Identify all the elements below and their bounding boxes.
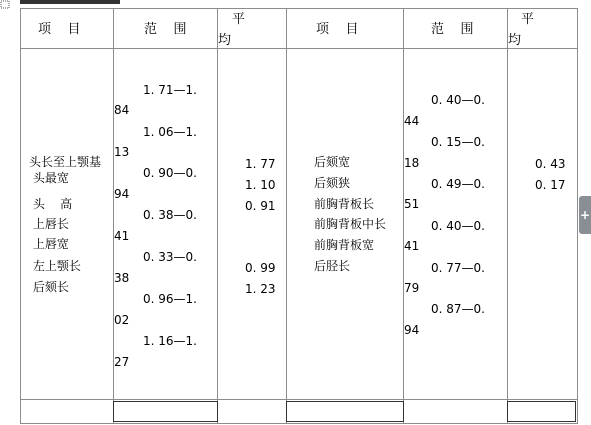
range-value: 0. 77—0. [431,261,485,275]
table-cell[interactable] [507,401,576,422]
header-avg-top: 平 [232,12,246,27]
avg-value: 1. 77 [245,157,276,171]
table-border-left [20,8,21,424]
range-value: 0. 38—0. [143,208,197,222]
list-item: 上唇宽 [29,237,69,251]
avg-value: 0. 91 [245,199,276,213]
range-wrap: 18 [404,156,420,170]
range-value: 0. 40—0. [431,219,485,233]
header-range: 范 围 [144,22,187,37]
header-divider [20,48,578,49]
list-item: 前胸背板长 [314,197,375,211]
list-item: 前胸背板中长 [314,217,387,231]
range-value: 0. 49—0. [431,177,485,191]
range-value: 0. 15—0. [431,135,485,149]
header-avg-bottom: 均 [218,33,232,48]
range-wrap: 94 [114,187,130,201]
list-item: 头长至上颚基 [29,155,102,169]
range-wrap: 38 [114,271,130,285]
header-item: 项 目 [316,22,359,37]
range-wrap: 79 [404,281,420,295]
avg-value: 0. 99 [245,261,276,275]
range-wrap: 51 [404,197,420,211]
cropped-top-text [20,0,120,4]
range-value: 0. 40—0. [431,93,485,107]
table-border-top [20,8,578,9]
range-wrap: 02 [114,313,130,327]
range-value: 0. 87—0. [431,302,485,316]
column-divider [403,8,404,424]
range-wrap: 94 [404,323,420,337]
table-border-right [577,8,578,424]
table-cell[interactable] [286,401,404,422]
avg-value: 1. 23 [245,282,276,296]
expand-plus-icon[interactable]: + [579,196,591,234]
header-avg-bottom: 均 [508,33,522,48]
range-wrap: 84 [114,103,130,117]
list-item: 前胸背板宽 [314,238,375,252]
body-divider [20,399,578,400]
list-item: 左上颚长 [29,259,81,273]
avg-value: 0. 17 [535,178,566,192]
avg-value: 0. 43 [535,157,566,171]
range-value: 1. 06—1. [143,125,197,139]
table-move-handle-icon[interactable] [0,0,12,10]
range-wrap: 27 [114,355,130,369]
range-value: 0. 90—0. [143,166,197,180]
list-item: 后颏狭 [314,176,351,190]
table-cell[interactable] [113,401,218,422]
list-item: 后胫长 [314,259,351,273]
column-divider [217,8,218,424]
header-avg-top: 平 [521,12,535,27]
range-wrap: 41 [114,229,130,243]
range-wrap: 13 [114,145,130,159]
range-wrap: 44 [404,114,420,128]
header-range: 范 围 [431,22,474,37]
list-item: 上唇长 [29,217,69,231]
range-value: 0. 96—1. [143,292,197,306]
header-item: 项 目 [38,22,81,37]
range-value: 0. 33—0. [143,250,197,264]
list-item: 后颏宽 [314,155,351,169]
table-border-bottom [20,423,578,424]
range-value: 1. 71—1. [143,83,197,97]
range-value: 1. 16—1. [143,334,197,348]
range-wrap: 41 [404,239,420,253]
column-divider [507,8,508,424]
list-item: 后颏长 [29,280,69,294]
list-item: 头最宽 [29,171,69,185]
avg-value: 1. 10 [245,178,276,192]
list-item: 头 高 [29,197,73,211]
column-divider [286,8,287,424]
